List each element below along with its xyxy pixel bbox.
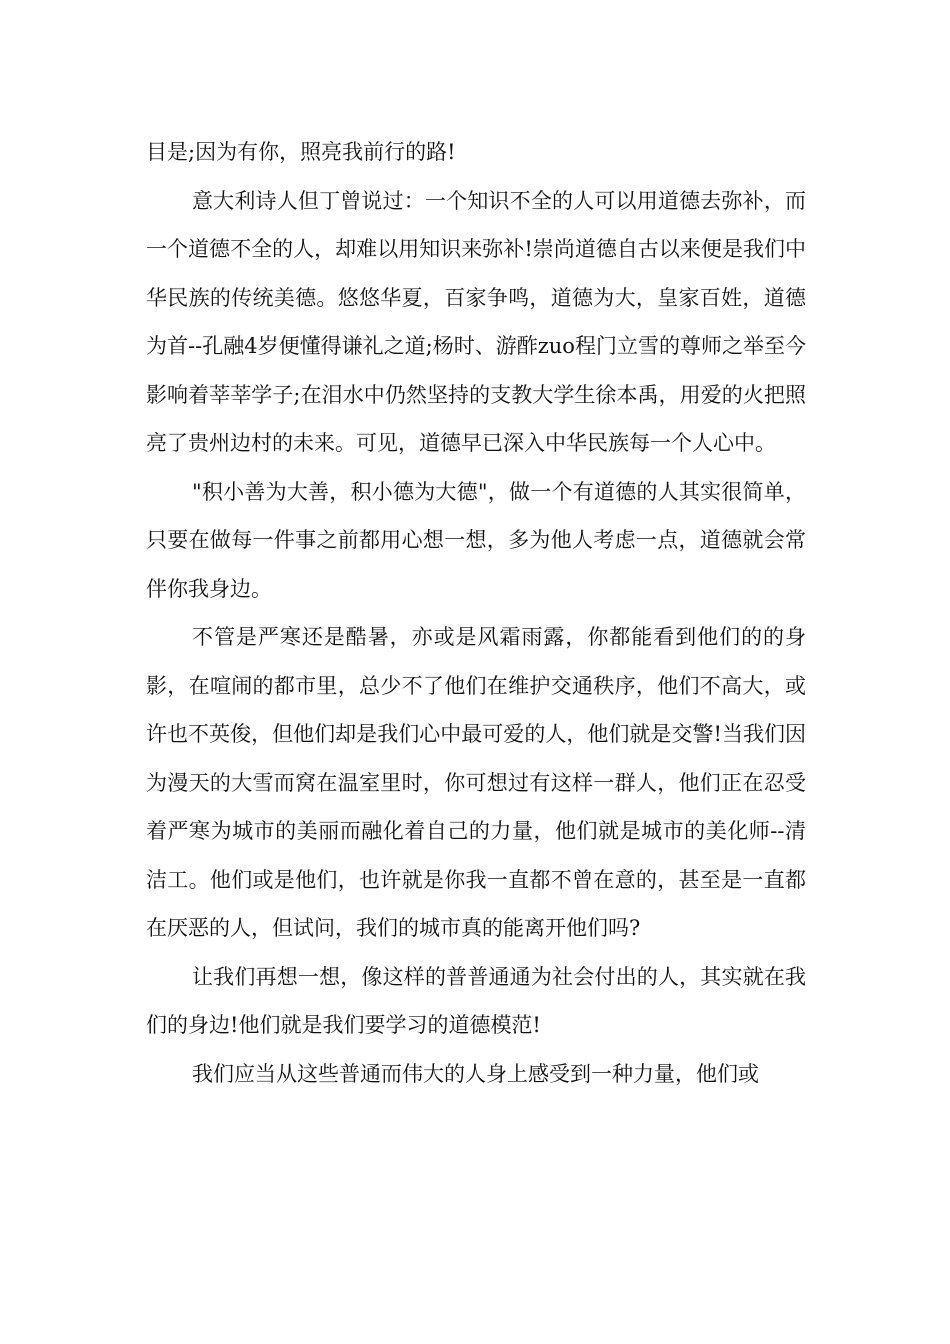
paragraph-ordinary-people: 不管是严寒还是酷暑，亦或是风霜雨露，你都能看到他们的的身影，在喧闹的都市里，总少不了他们在维护交通秩序，他们不高大，或许也不英俊，但他们却是我们心中最可爱的人，他们就是交警!当我们因为漫天的大雪而窝在温室里时，你可想过有这样一群人，他们正在忍受着严寒为城市的美丽而融化着自己的力量，他们就是城市的美化师--清洁工。他们或是他们，也许就是你我一直都不曾在意的，甚至是一直都在厌恶的人，但试问，我们的城市真的能离开他们吗?: [146, 625, 806, 940]
paragraph-moral-models: 让我们再想一想，像这样的普普通通为社会付出的人，其实就在我们的身边!他们就是我们要学习的道德模范!: [146, 964, 806, 1037]
paragraph-closing: 我们应当从这些普通而伟大的人身上感受到一种力量，他们或: [192, 1061, 759, 1086]
paragraph-dante-quote: 意大利诗人但丁曾说过：一个知识不全的人可以用道德去弥补，而一个道德不全的人，却难以用知识来弥补!崇尚道德自古以来便是我们中华民族的传统美德。悠悠华夏，百家争鸣，道德为大，皇家百姓，道德为首--孔融4岁便懂得谦礼之道;杨时、游酢zuo程门立雪的尊师之举至今影响着莘莘学子;在泪水中仍然坚持的支教大学生徐本禹，用爱的火把照亮了贵州边村的未来。可见，道德早已深入中华民族每一个人心中。: [146, 188, 806, 455]
document-body: [146, 128, 806, 1098]
paragraph-continuation: 目是;因为有你，照亮我前行的路!: [146, 140, 456, 164]
paragraph-small-virtue: "积小善为大善，积小德为大德"，做一个有道德的人其实很简单，只要在做每一件事之前都用心想一想，多为他人考虑一点，道德就会常伴你我身边。: [146, 479, 806, 601]
